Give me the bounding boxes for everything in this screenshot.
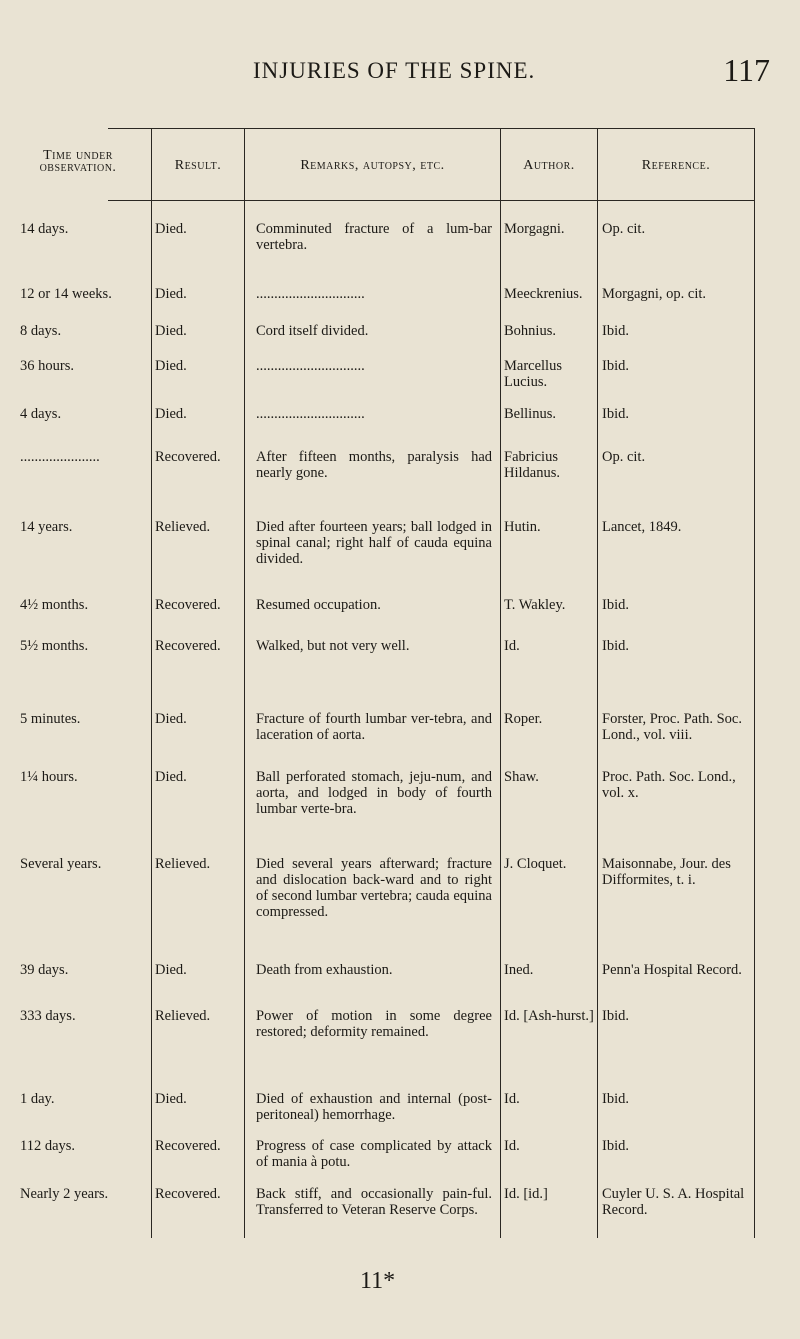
signature-mark: 11* xyxy=(360,1268,396,1294)
column-header-remarks: Remarks, autopsy, etc. xyxy=(300,158,445,173)
cell-reference: Ibid. xyxy=(602,638,629,654)
cell-result: Recovered. xyxy=(155,449,221,465)
cell-reference: Proc. Path. Soc. Lond., vol. x. xyxy=(602,769,736,801)
cell-result: Recovered. xyxy=(155,1138,221,1154)
cell-result: Died. xyxy=(155,221,187,237)
column-header-author: Author. xyxy=(523,158,575,173)
cell-time: 1 day. xyxy=(20,1091,55,1107)
column-divider xyxy=(500,128,501,1238)
cell-result: Recovered. xyxy=(155,638,221,654)
cell-result: Died. xyxy=(155,358,187,374)
column-header-time: Time under observation. xyxy=(39,148,117,175)
cell-time: Several years. xyxy=(20,856,102,872)
cell-result: Died. xyxy=(155,962,187,978)
cell-time: 112 days. xyxy=(20,1138,76,1154)
cell-author: Id. xyxy=(504,1091,520,1107)
cell-author: Meeckrenius. xyxy=(504,286,583,302)
cell-time: 1¼ hours. xyxy=(20,769,78,785)
column-divider xyxy=(244,128,245,1238)
cell-author: Bohnius. xyxy=(504,323,556,339)
page-number: 117 xyxy=(723,52,770,88)
cell-time: 36 hours. xyxy=(20,358,74,374)
cell-author: Marcellus Lucius. xyxy=(504,358,562,390)
cell-remarks: After fifteen months, paralysis had nearly gone. xyxy=(256,449,492,481)
column-divider xyxy=(597,128,598,1238)
cell-result: Died. xyxy=(155,406,187,422)
cell-remarks: Ball perforated stomach, jeju-num, and aorta, and lodged in body of fourth lumbar verte-bra. xyxy=(256,769,492,817)
cell-time: 8 days. xyxy=(20,323,62,339)
cell-result: Relieved. xyxy=(155,856,211,872)
cell-remarks: Resumed occupation. xyxy=(256,597,381,613)
cell-remarks: Died after fourteen years; ball lodged in spinal canal; right half of cauda equina divided. xyxy=(256,519,492,567)
cell-result: Relieved. xyxy=(155,519,211,535)
cell-remarks: Back stiff, and occasionally pain-ful. Transferred to Veteran Reserve Corps. xyxy=(256,1186,492,1218)
cell-remarks: Died several years afterward; fracture and dislocation back-ward and to right of second lumbar vertebra; cauda equina compressed. xyxy=(256,856,492,920)
cell-time: ...................... xyxy=(20,449,100,465)
cell-remarks: Died of exhaustion and internal (post-peritoneal) hemorrhage. xyxy=(256,1091,492,1123)
running-title: INJURIES OF THE SPINE. xyxy=(253,58,536,83)
cell-result: Died. xyxy=(155,323,187,339)
cell-result: Relieved. xyxy=(155,1008,211,1024)
cell-reference: Op. cit. xyxy=(602,221,646,237)
cell-remarks: Progress of case complicated by attack of mania à potu. xyxy=(256,1138,492,1170)
cell-author: Shaw. xyxy=(504,769,539,785)
cell-reference: Cuyler U. S. A. Hospital Record. xyxy=(602,1186,745,1218)
cell-author: Bellinus. xyxy=(504,406,556,422)
header-bottom-rule xyxy=(108,200,754,201)
cell-remarks: Death from exhaustion. xyxy=(256,962,393,978)
cell-reference: Ibid. xyxy=(602,1091,629,1107)
cell-remarks: Comminuted fracture of a lum-bar vertebra. xyxy=(256,221,492,253)
cell-reference: Morgagni, op. cit. xyxy=(602,286,707,302)
column-header-result: Result. xyxy=(174,158,222,173)
cell-author: Morgagni. xyxy=(504,221,565,237)
cell-result: Recovered. xyxy=(155,597,221,613)
column-divider xyxy=(151,128,152,1238)
cell-reference: Ibid. xyxy=(602,1138,629,1154)
cell-author: Id. [id.] xyxy=(504,1186,548,1202)
cell-reference: Ibid. xyxy=(602,406,629,422)
cell-author: Roper. xyxy=(504,711,543,727)
cell-reference: Ibid. xyxy=(602,597,629,613)
cell-time: 12 or 14 weeks. xyxy=(20,286,112,302)
column-divider xyxy=(754,128,755,1238)
cell-author: J. Cloquet. xyxy=(504,856,567,872)
cell-remarks: Power of motion in some degree restored; deformity remained. xyxy=(256,1008,492,1040)
cell-remarks: Cord itself divided. xyxy=(256,323,369,339)
cell-result: Died. xyxy=(155,1091,187,1107)
cell-author: T. Wakley. xyxy=(504,597,566,613)
cell-author: Hutin. xyxy=(504,519,541,535)
cell-result: Recovered. xyxy=(155,1186,221,1202)
cell-remarks: Walked, but not very well. xyxy=(256,638,410,654)
cell-time: 14 days. xyxy=(20,221,69,237)
cell-result: Died. xyxy=(155,769,187,785)
column-header-reference: Reference. xyxy=(641,158,711,173)
cell-reference: Ibid. xyxy=(602,1008,629,1024)
cell-time: 333 days. xyxy=(20,1008,76,1024)
cell-remarks: .............................. xyxy=(256,286,365,302)
cell-reference: Maisonnabe, Jour. des Difformites, t. i. xyxy=(602,856,731,888)
cell-author: Id. xyxy=(504,638,520,654)
cell-time: 5½ months. xyxy=(20,638,89,654)
cell-author: Id. [Ash-hurst.] xyxy=(504,1008,594,1024)
cell-remarks: .............................. xyxy=(256,406,365,422)
cell-author: Id. xyxy=(504,1138,520,1154)
cell-reference: Ibid. xyxy=(602,358,629,374)
cell-result: Died. xyxy=(155,286,187,302)
cell-remarks: .............................. xyxy=(256,358,365,374)
cell-reference: Lancet, 1849. xyxy=(602,519,682,535)
cell-reference: Penn'a Hospital Record. xyxy=(602,962,742,978)
table-top-rule xyxy=(108,128,754,129)
cell-time: 14 years. xyxy=(20,519,73,535)
cell-time: 4 days. xyxy=(20,406,62,422)
cell-remarks: Fracture of fourth lumbar ver-tebra, and laceration of aorta. xyxy=(256,711,492,743)
cell-reference: Forster, Proc. Path. Soc. Lond., vol. viii. xyxy=(602,711,742,743)
cell-time: 39 days. xyxy=(20,962,69,978)
cell-reference: Ibid. xyxy=(602,323,629,339)
cell-reference: Op. cit. xyxy=(602,449,646,465)
cell-result: Died. xyxy=(155,711,187,727)
cell-author: Fabricius Hildanus. xyxy=(504,449,560,481)
cell-time: Nearly 2 years. xyxy=(20,1186,109,1202)
cell-author: Ined. xyxy=(504,962,534,978)
cell-time: 4½ months. xyxy=(20,597,89,613)
cell-time: 5 minutes. xyxy=(20,711,81,727)
